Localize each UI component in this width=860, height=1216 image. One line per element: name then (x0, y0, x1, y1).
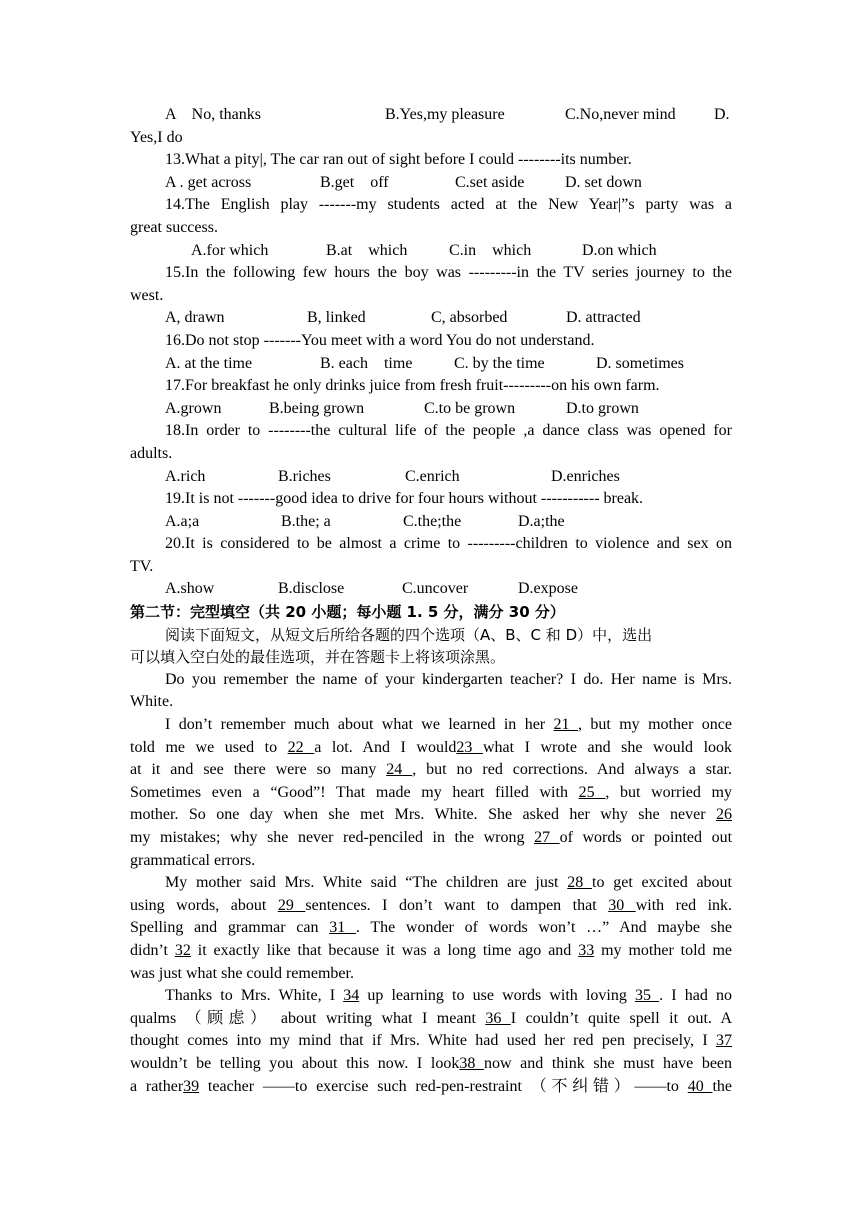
q12-option-d-text: Yes,I do (130, 128, 183, 146)
q20-option-d: D.expose (518, 580, 578, 598)
blank-34: 34 (343, 987, 360, 1005)
blank-29: 29 (277, 896, 306, 914)
q16-option-c: C. by the time (454, 354, 545, 372)
passage-line: mother. So one day when she met Mrs. White. She asked her why she never 26 (130, 806, 732, 824)
blank-24: 24 (386, 761, 413, 779)
q12-option-d: D. (714, 106, 730, 123)
q13-option-a: A . get across (165, 173, 252, 191)
q17-option-d: D.to grown (566, 399, 639, 417)
q16-options (130, 353, 732, 376)
q15-option-a: A, drawn (165, 309, 225, 327)
blank-26: 26 (716, 806, 732, 824)
q18-option-a: A.rich (165, 467, 206, 485)
q12-options (130, 104, 732, 127)
q12-option-b: B.Yes,my pleasure (385, 106, 505, 123)
q15-stem-line2: west. (130, 286, 164, 304)
blank-28: 28 (567, 874, 593, 892)
blank-38: 38 (459, 1054, 484, 1072)
q20-option-c: C.uncover (402, 580, 469, 598)
q13-option-b: B.get off (320, 173, 389, 191)
passage-line: using words, about 29 sentences. I don’t want to dampen that 30 with red ink. (130, 896, 732, 914)
q16-option-a: A. at the time (165, 354, 253, 372)
q14-stem-line2: great success. (130, 218, 218, 236)
q15-stem-line1: 15.In the following few hours the boy was ---------in the TV series journey to the (165, 264, 732, 282)
blank-35: 35 (634, 987, 660, 1005)
q20-option-b: B.disclose (278, 580, 345, 598)
section2-instructions-line1: 阅读下面短文，从短文后所给各题的四个选项（A、B、C 和 D）中，选出 (165, 625, 653, 644)
q16-option-b: B. each time (320, 354, 413, 372)
blank-30: 30 (608, 896, 636, 914)
blank-39: 39 (183, 1077, 200, 1095)
q19-stem: 19.It is not -------good idea to drive for four hours without ----------- break. (165, 490, 644, 508)
q15-options (130, 307, 732, 330)
passage-line: Spelling and grammar can 31 . The wonder of words won’t …” And maybe she (130, 919, 732, 937)
blank-31: 31 (329, 919, 356, 937)
q17-option-c: C.to be grown (424, 399, 516, 417)
passage-line: I don’t remember much about what we learned in her 21 , but my mother once (165, 716, 732, 734)
blank-23: 23 (456, 738, 483, 756)
passage-line: at it and see there were so many 24 , but no red corrections. And always a star. (130, 761, 732, 779)
blank-40: 40 (687, 1077, 713, 1095)
q19-option-c: C.the;the (403, 512, 462, 530)
q20-options (130, 578, 732, 601)
passage-line: Do you remember the name of your kindergarten teacher? I do. Her name is Mrs. (165, 670, 732, 688)
q15-option-c: C, absorbed (431, 309, 508, 327)
q13-stem: 13.What a pity|, The car ran out of sight before I could --------its number. (165, 151, 632, 169)
blank-32: 32 (174, 941, 191, 959)
q15-option-d: D. attracted (566, 309, 641, 327)
q13-options (130, 172, 732, 195)
q14-option-d: D.on which (582, 241, 657, 259)
q14-option-c: C.in which (449, 241, 532, 259)
passage-line: a rather39 teacher ——to exercise such red-pen-restraint （不纠错）——to 40 the (130, 1077, 732, 1095)
passage-line: Thanks to Mrs. White, I 34 up learning to use words with loving 35 . I had no (165, 987, 732, 1005)
q17-stem: 17.For breakfast he only drinks juice from fresh fruit---------on his own farm. (165, 377, 660, 395)
passage-line: thought comes into my mind that if Mrs. White had used her red pen precisely, I 37 (130, 1032, 732, 1050)
passage-line: my mistakes; why she never red-penciled in the wrong 27 of words or pointed out (130, 829, 732, 846)
passage-line: told me we used to 22 a lot. And I would23 what I wrote and she would look (130, 738, 732, 756)
document-page (130, 104, 732, 1098)
q18-options (130, 466, 732, 489)
q15-option-b: B, linked (307, 309, 366, 327)
passage-line: didn’t 32 it exactly like that because it was a long time ago and 33 my mother told me (130, 941, 732, 959)
q12-option-c: C.No,never mind (565, 106, 676, 123)
q13-option-c: C.set aside (455, 173, 525, 191)
section2-instructions-line2: 可以填入空白处的最佳选项，并在答题卡上将该项涂黑。 (130, 648, 506, 667)
q14-options (130, 240, 732, 263)
q12-option-a: A No, thanks (165, 106, 262, 123)
q17-option-b: B.being grown (269, 399, 365, 417)
blank-36: 36 (485, 1009, 511, 1027)
q20-option-a: A.show (165, 580, 215, 598)
q19-option-a: A.a;a (165, 512, 200, 530)
section2-heading: 第二节：完型填空（共 20 小题；每小题 1. 5 分，满分 30 分） (130, 603, 565, 622)
q19-option-b: B.the; a (281, 512, 331, 530)
q20-stem-line2: TV. (130, 557, 154, 575)
q14-option-a: A.for which (191, 241, 269, 259)
q20-stem-line1: 20.It is considered to be almost a crime to ---------children to violence and sex on (165, 535, 732, 553)
q18-stem-line1: 18.In order to --------the cultural life of the people ,a dance class was opened for (165, 422, 732, 440)
blank-21: 21 (553, 716, 578, 734)
passage-line: qualms （顾虑） about writing what I meant 36 I couldn’t quite spell it out. A (130, 1009, 732, 1027)
q14-stem-line1: 14.The English play -------my students acted at the New Year|”s party was a (165, 196, 732, 214)
blank-37: 37 (716, 1032, 732, 1050)
passage-line: Sometimes even a “Good”! That made my heart filled with 25 , but worried my (130, 783, 732, 801)
passage-line: was just what she could remember. (130, 964, 354, 982)
blank-27: 27 (534, 829, 560, 846)
q13-option-d: D. set down (565, 173, 642, 191)
q19-option-d: D.a;the (518, 512, 565, 530)
blank-22: 22 (287, 738, 315, 756)
passage-line: wouldn’t be telling you about this now. I look38 now and think she must have been (130, 1054, 732, 1072)
q18-option-c: C.enrich (405, 467, 460, 485)
passage-line: grammatical errors. (130, 851, 256, 869)
q18-stem-line2: adults. (130, 444, 173, 462)
q17-options (130, 398, 732, 421)
passage-line: White. (130, 693, 174, 711)
blank-25: 25 (578, 783, 606, 801)
q14-option-b: B.at which (326, 241, 408, 259)
q17-option-a: A.grown (165, 399, 222, 417)
q19-options (130, 511, 732, 534)
q16-stem: 16.Do not stop -------You meet with a word You do not understand. (165, 331, 595, 349)
blank-33: 33 (578, 941, 595, 959)
q18-option-d: D.enriches (551, 467, 620, 485)
q16-option-d: D. sometimes (596, 354, 684, 372)
passage-line: My mother said Mrs. White said “The children are just 28 to get excited about (165, 874, 732, 892)
q18-option-b: B.riches (278, 467, 331, 485)
